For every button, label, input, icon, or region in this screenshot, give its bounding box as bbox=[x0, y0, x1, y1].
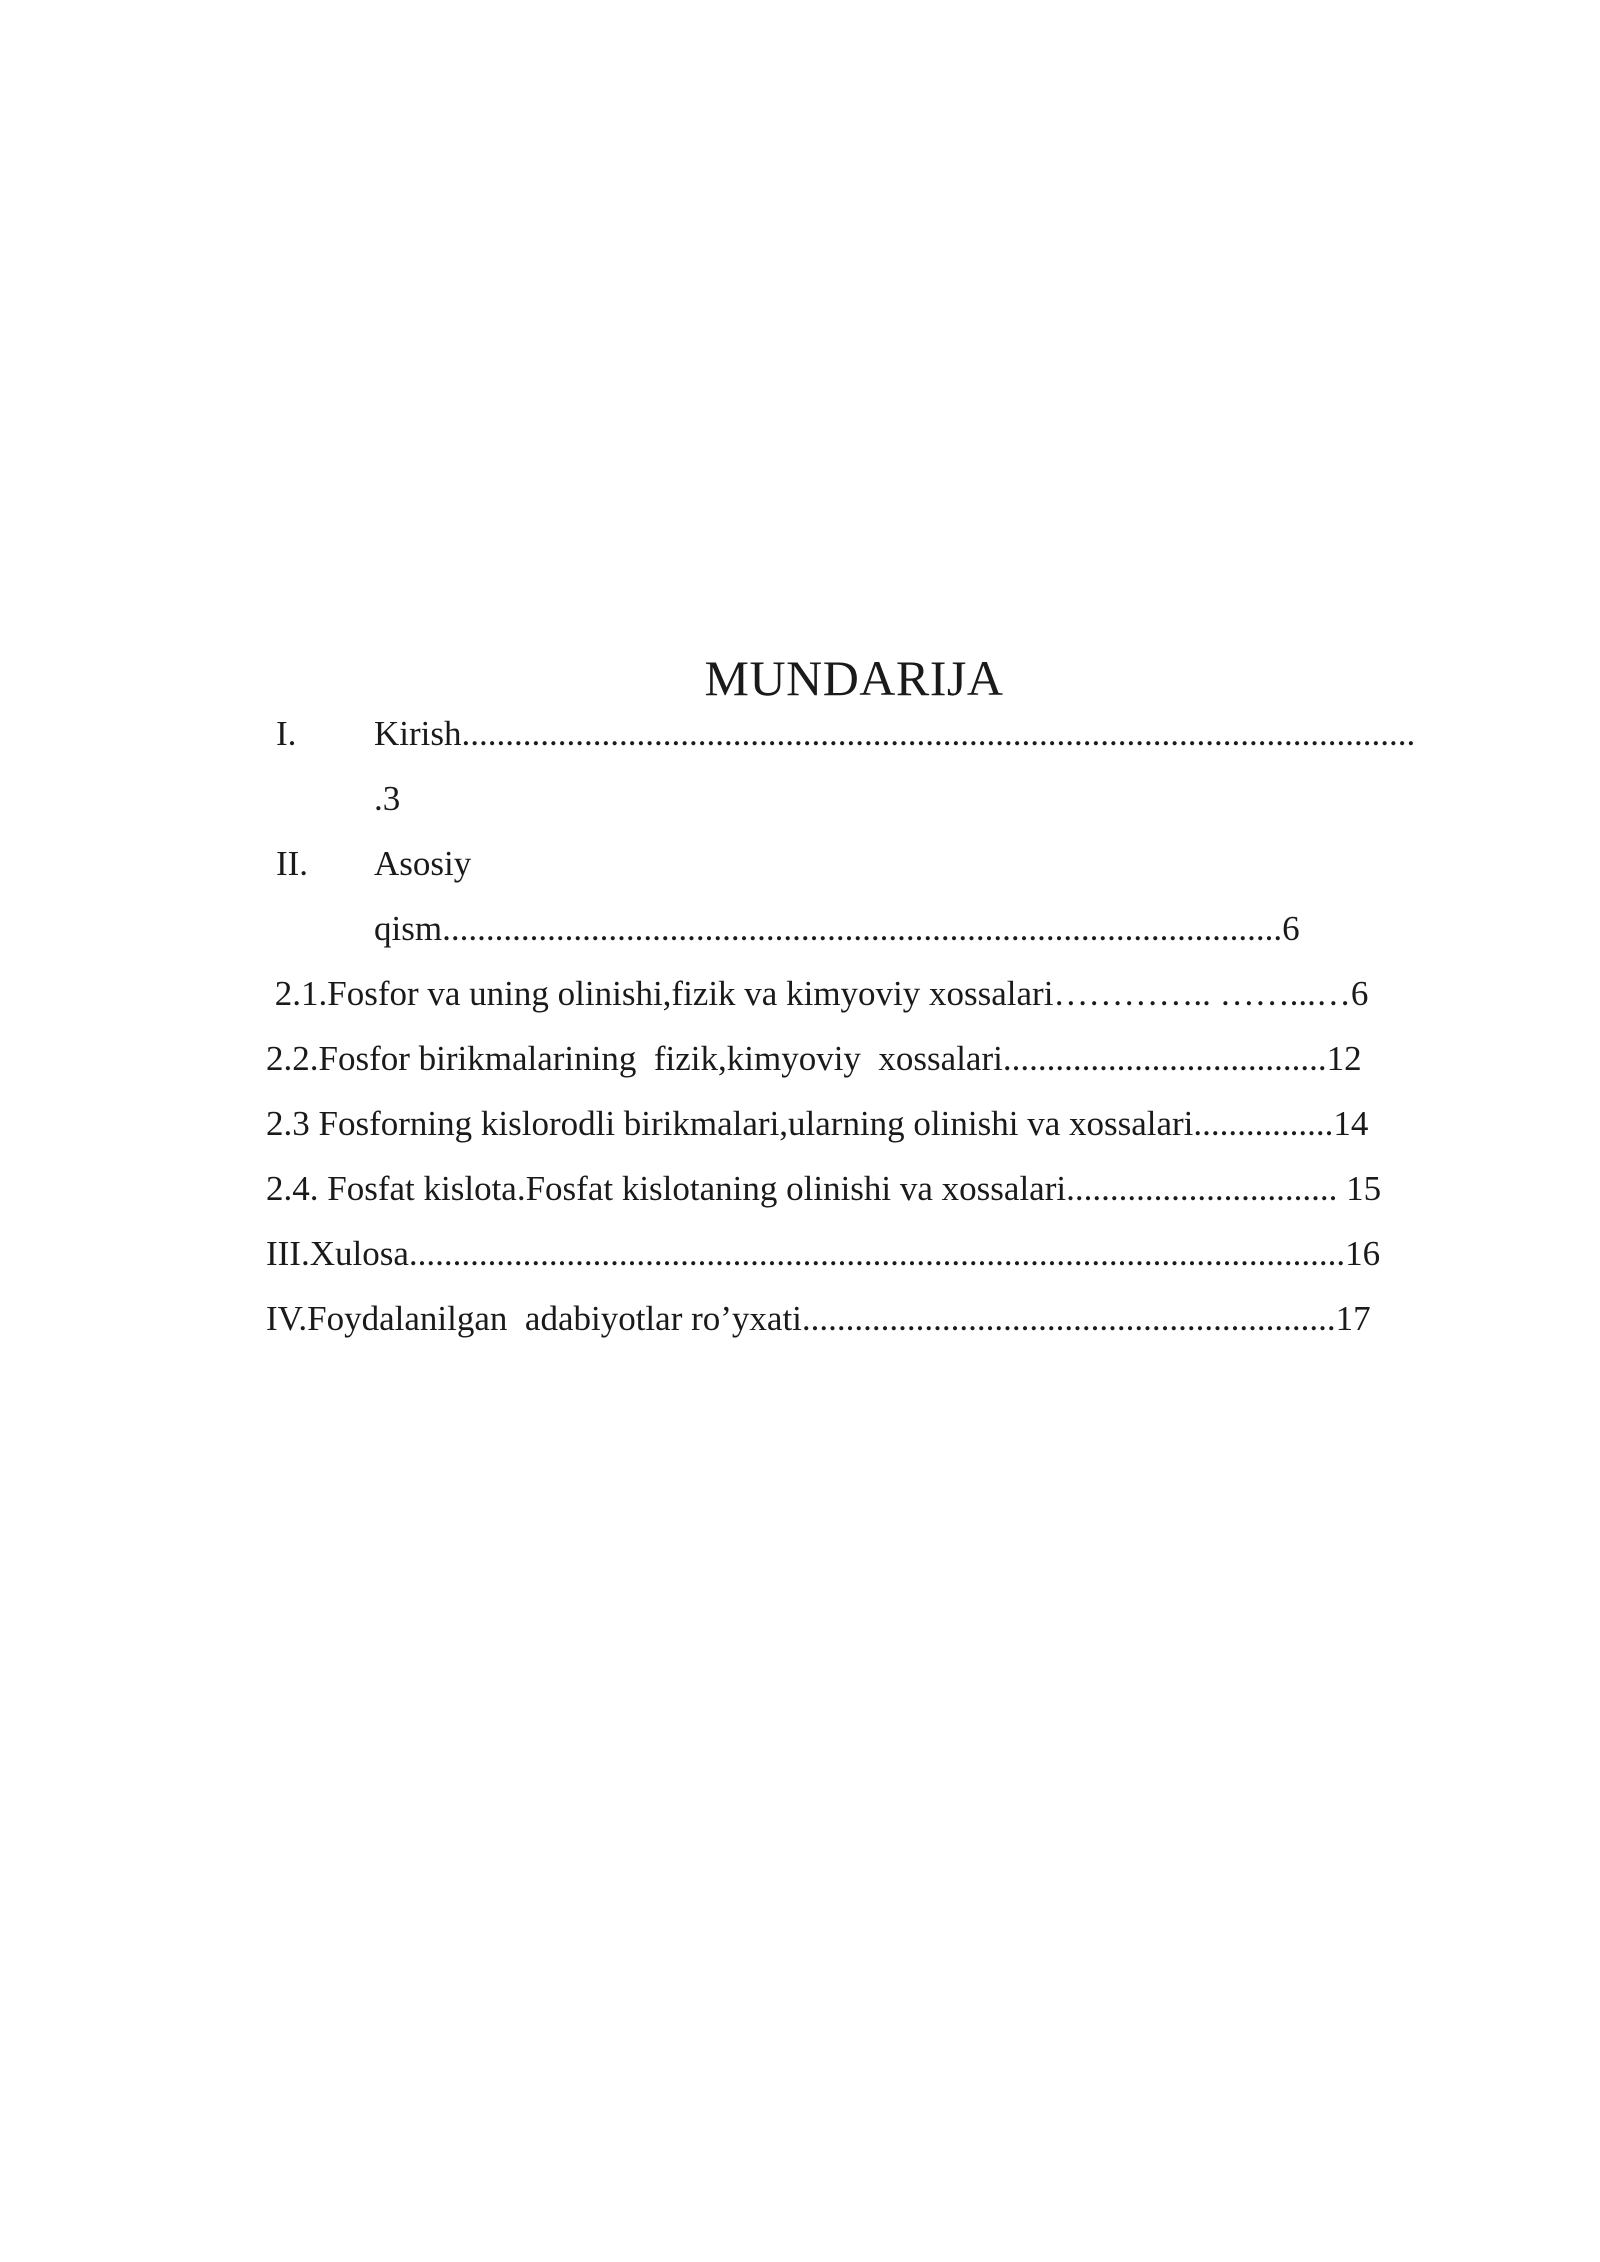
toc-item-1-text: Kirish............................................................................................................. bbox=[374, 714, 1416, 753]
toc-item-2-1: 2.1.Fosfor va uning olinishi,fizik va kimyoviy xossalari………….. ……...…6 bbox=[266, 974, 1369, 1013]
toc-item-2-numeral: II. bbox=[276, 844, 309, 883]
toc-item-2-3: 2.3 Fosforning kislorodli birikmalari,ularning olinishi va xossalari................14 bbox=[266, 1104, 1369, 1143]
page-title: MUNDARIJA bbox=[704, 650, 1004, 706]
toc-item-3: III.Xulosa...........................................................................................................16 bbox=[266, 1234, 1381, 1273]
toc-item-2-continuation: qism................................................................................................6 bbox=[374, 909, 1300, 948]
toc-item-2-text: Asosiy bbox=[374, 844, 472, 883]
toc-item-2-4: 2.4. Fosfat kislota.Fosfat kislotaning olinishi va xossalari............................... 15 bbox=[266, 1169, 1382, 1208]
toc-item-4: IV.Foydalanilgan adabiyotlar ro’yxati.............................................................17 bbox=[266, 1299, 1371, 1338]
toc-item-1-numeral: I. bbox=[276, 714, 297, 753]
toc-item-2-2: 2.2.Fosfor birikmalarining fizik,kimyoviy xossalari.....................................12 bbox=[266, 1039, 1362, 1078]
toc-item-1-page: .3 bbox=[374, 779, 401, 818]
